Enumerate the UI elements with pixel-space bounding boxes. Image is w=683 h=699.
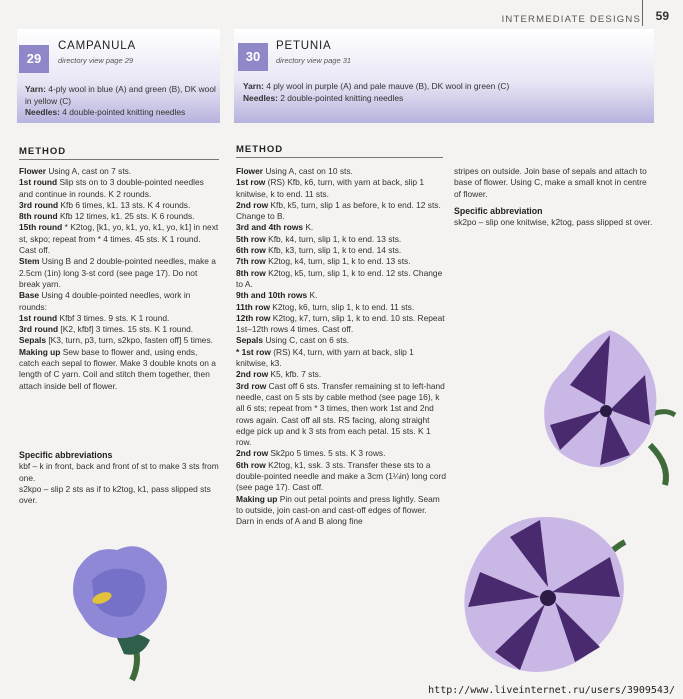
pattern-29-directory-view: directory view page 29 <box>58 56 134 65</box>
instruction-line: 2nd row Kfb, k5, turn, slip 1 as before, k to end. 12 sts. Change to B. <box>236 199 441 222</box>
instruction-line: 8th row K2tog, k5, turn, slip 1, k to end. 12 sts. Change to A. <box>236 267 443 289</box>
instruction-line: 3rd and 4th rows K. <box>236 222 314 233</box>
instruction-line: 8th round Kfb 12 times, k1. 25 sts. K 6 rounds. <box>19 211 195 222</box>
instruction-line: Sepals Using C, cast on 6 sts. <box>236 335 350 346</box>
instruction-line: 2nd row Sk2po 5 times. 5 sts. K 3 rows. <box>236 448 386 459</box>
pattern-30-directory-view: directory view page 31 <box>276 56 352 65</box>
instruction-line: 6th row K2tog, k1, ssk. 3 sts. Transfer these sts to a double-pointed needle and make a 3cm (1¼in) long cord (see page 17). Cast off. <box>236 459 446 493</box>
pattern-30-number: 30 <box>238 43 268 71</box>
petunia-photo-bottom <box>460 512 635 682</box>
instruction-line: Flower Using A, cast on 7 sts. <box>19 166 132 176</box>
instruction-line: 3rd round [K2, kfbf] 3 times. 15 sts. K 1 round. <box>19 324 194 335</box>
instruction-line: 6th row Kfb, k3, turn, slip 1, k to end. 14 sts. <box>236 245 402 256</box>
pattern-30-continued <box>454 166 654 228</box>
instruction-line: Stem Using B and 2 double-pointed needles, make a 2.5cm (1in) long 3-st cord (see page 17). Do not break yarn. <box>19 256 216 289</box>
abbr-item: kbf – k in front, back and front of st to make 3 sts from one. <box>19 461 219 483</box>
instruction-line: 3rd round Kfb 6 times, k1. 13 sts. K 4 rounds. <box>19 199 191 210</box>
pattern-29-instructions <box>19 166 219 392</box>
pattern-30-title: PETUNIA <box>276 40 332 52</box>
instruction-line: 11th row K2tog, k6, turn, slip 1, k to end. 11 sts. <box>236 301 415 312</box>
abbr-title: Specific abbreviations <box>19 450 113 460</box>
page-number: 59 <box>655 9 669 23</box>
instruction-line: Flower Using A, cast on 10 sts. <box>236 166 353 176</box>
pattern-29-abbreviations <box>19 450 219 506</box>
instruction-line: 1st round Kfbf 3 times. 9 sts. K 1 round. <box>19 312 170 323</box>
abbr-item: sk2po – slip one knitwise, k2tog, pass slipped st over. <box>454 217 653 228</box>
instruction-line: 3rd row Cast off 6 sts. Transfer remaining st to left-hand needle, cast on 5 sts by cable method (see page 16), k all 6 sts; repeat from * 3 times, then work 1st and 2nd rows again. Cast off all sts. RS facing, along straight edge pick up and k 3 sts from each petal. 15 sts. K 1 row. <box>236 380 445 448</box>
pattern-30-instructions <box>236 166 446 528</box>
instruction-line: * 1st row (RS) K4, turn, with yarn at back, slip 1 knitwise, k3. <box>236 346 414 369</box>
instruction-line: 15th round * K2tog, [k1, yo, k1, yo, k1, yo, k1] in next st, skpo; repeat from * 4 times. 45 sts. K 1 round. Cast off. <box>19 222 219 256</box>
abbr-title: Specific abbreviation <box>454 205 543 216</box>
petunia-photo-top <box>540 325 683 490</box>
watermark-url: http://www.liveinternet.ru/users/3909543/ <box>428 685 675 696</box>
instruction-line: Sepals [K3, turn, p3, turn, s2kpo, fasten off] 5 times. <box>19 335 213 346</box>
pattern-30-method-heading: METHOD <box>236 144 443 158</box>
instruction-line: Making up Sew base to flower and, using ends, catch each sepal to flower. Make 3 double knots on a length of C yarn. Coil and stitch them together, then attach inside bell of flower. <box>19 346 216 391</box>
instruction-line: 7th row K2tog, k4, turn, slip 1, k to end. 13 sts. <box>236 256 411 267</box>
pattern-29-number: 29 <box>19 45 49 73</box>
instruction-line: 1st row (RS) Kfb, k6, turn, with yarn at back, slip 1 knitwise, k to end. 11 sts. <box>236 177 425 199</box>
abbr-item: s2kpo – slip 2 sts as if to k2tog, k1, pass slipped sts over. <box>19 483 211 506</box>
campanula-photo <box>62 540 192 685</box>
section-header: INTERMEDIATE DESIGNS <box>501 14 641 25</box>
continued-text: stripes on outside. Join base of sepals and attach to base of flower. Using C, make a small knot in centre of flower. <box>454 166 647 199</box>
instruction-line: 9th and 10th rows K. <box>236 290 318 301</box>
instruction-line: Base Using 4 double-pointed needles, work in rounds: <box>19 290 191 312</box>
instruction-line: 1st round Slip sts on to 3 double-pointed needles and continue in rounds. K 2 rounds. <box>19 177 204 199</box>
pattern-29-method-heading: METHOD <box>19 146 219 160</box>
instruction-line: Making up Pin out petal points and press lightly. Seam to outside, join cast-on and cast-off edges of flower. Darn in ends of A and B along fine <box>236 493 440 527</box>
pattern-29-title: CAMPANULA <box>58 40 136 52</box>
pattern-29-materials: Yarn: 4-ply wool in blue (A) and green (B), DK wool in yellow (C) Needles: 4 double-pointed knitting needles <box>25 84 216 117</box>
pattern-30-materials: Yarn: 4 ply wool in purple (A) and pale mauve (B), DK wool in green (C) Needles: 2 double-pointed knitting needles <box>243 81 510 103</box>
instruction-line: 5th row Kfb, k4, turn, slip 1, k to end. 13 sts. <box>236 233 402 244</box>
instruction-line: 2nd row K5, kfb. 7 sts. <box>236 369 322 380</box>
header-divider <box>642 0 643 26</box>
instruction-line: 12th row K2tog, k7, turn, slip 1, k to end. 10 sts. Repeat 1st–12th rows 4 times. Cast off. <box>236 312 445 335</box>
